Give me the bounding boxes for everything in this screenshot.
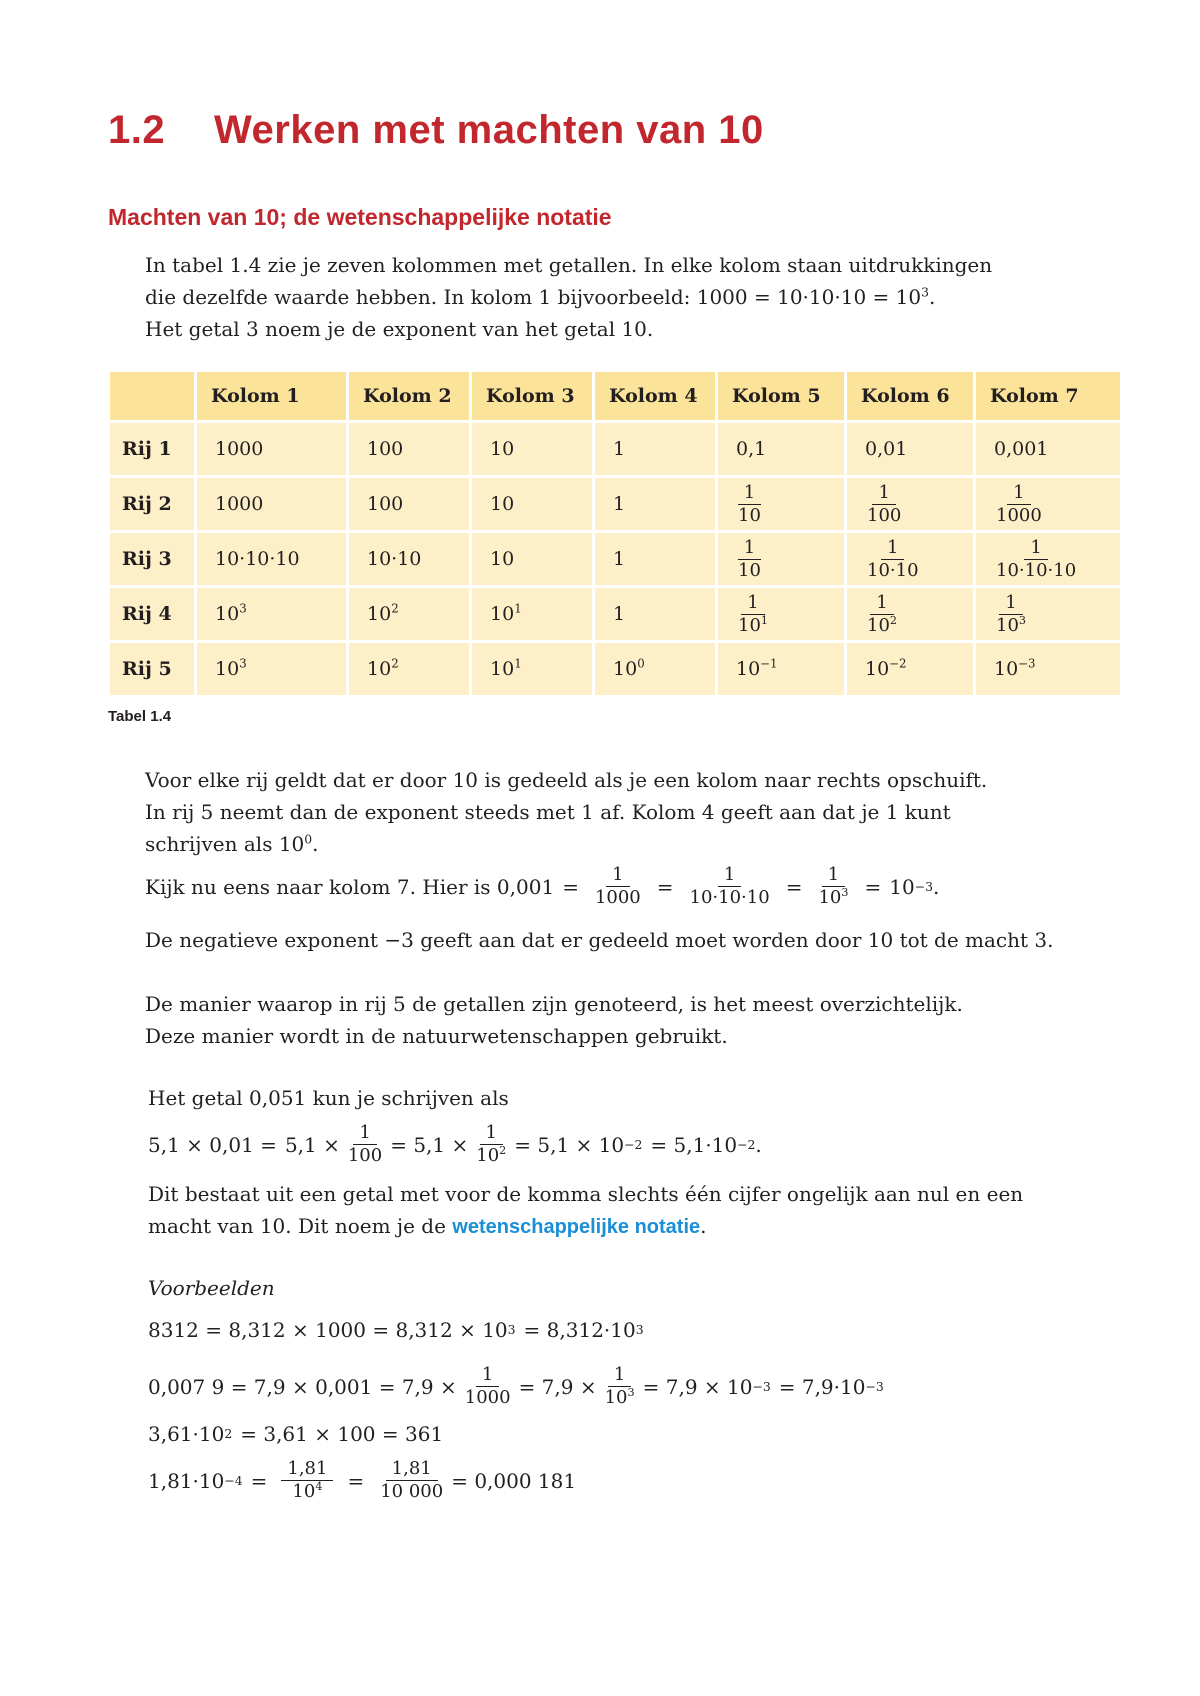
intro-line: In tabel 1.4 zie je zeven kolommen met getallen. In elke kolom staan uitdrukkingen [145,253,993,277]
intro-line: Het getal 3 noem je de exponent van het getal 10. [145,317,654,341]
table-cell: 100 [349,423,469,478]
fraction: $\frac{1}{10^2}$ [476,1122,507,1166]
intro-line: die dezelfde waarde hebben. In kolom 1 bijvoorbeeld: $1000 = 10\cdot 10\cdot 10 = 10^3$. [145,284,936,309]
paragraph-line: Voor elke rij geldt dat er door 10 is gedeeld als je een kolom naar rechts opschuift. [145,768,988,792]
example-1: 8312 = 8,312 × 1000 = 8,312 × 10 3 = 8,312·10 3 [148,1318,644,1342]
fraction: $\frac{1}{1000}$ [594,864,641,908]
table-cell [847,588,973,643]
fraction: $\frac{1}{10\cdot 10\cdot 10}$ [996,536,1077,581]
table-cell: $10^3$ [197,588,346,643]
table-row [110,643,1120,698]
fraction: $\frac{1}{100}$ [347,1122,383,1166]
fraction: $\frac{1}{10^3}$ [818,864,849,908]
table-cell: $10^{-1}$ [718,643,844,698]
table-cell [718,533,844,588]
table-cell: $10^0$ [595,643,715,698]
row-header: Rij 5 [110,643,194,698]
table-cell [976,533,1120,588]
fraction: $\frac{1}{10^2}$ [867,591,898,636]
table-cell: 1 [595,533,715,588]
paragraph-line: Deze manier wordt in de natuurwetenschappen gebruikt. [145,1024,728,1048]
table-row [110,533,1120,588]
table-cell: 10·10·10 [197,533,346,588]
column-header: Kolom 1 [197,372,346,423]
table-header-row [110,372,1120,423]
table-cell: $10^1$ [472,588,592,643]
table-cell: 1000 [197,478,346,533]
column-header: Kolom 4 [595,372,715,423]
example-4: 1,81·10 −4 = $\frac{1,81}{10^4}$ = $\frac{1,81}{10 000}$ = 0,000 181 [148,1458,577,1502]
row-header: Rij 2 [110,478,194,533]
section-number: 1.2 [108,108,166,152]
sci-equation: 5,1 × 0,01 = 5,1 × $\frac{1}{100}$ = 5,1 × $\frac{1}{10^2}$ = 5,1 × 10 −2 = 5,1·10 −2 . [148,1122,762,1166]
paragraph-line: macht van 10. Dit noem je de wetenschappelijke notatie. [148,1214,707,1238]
table-row [110,478,1120,533]
table-cell: $10^2$ [349,588,469,643]
fraction: $\frac{1}{10\cdot 10}$ [867,536,919,581]
notation-paragraph [145,988,963,1052]
table-cell: 10 [472,423,592,478]
kolom7-equation: Kijk nu eens naar kolom 7. Hier is 0,001 = $\frac{1}{1000}$ = $\frac{1}{10\cdot 10\cdot 10}$ = $\frac{1}{10^3}$ = 10 −3 . [145,864,940,908]
column-header: Kolom 7 [976,372,1120,423]
example-2: 0,007 9 = 7,9 × 0,001 = 7,9 × $\frac{1}{1000}$ = 7,9 × $\frac{1}{10^3}$ = 7,9 × 10 −3 = 7,9·10 −3 [148,1364,884,1408]
sci-definition [148,1178,1023,1243]
table-cell [976,588,1120,643]
paragraph-line: schrijven als $10^0$. [145,831,319,856]
fraction: $\frac{1}{1000}$ [464,1364,511,1408]
table-cell [847,478,973,533]
negative-exponent-line: De negatieve exponent −3 geeft aan dat er gedeeld moet worden door 10 tot de macht 3. [145,928,1054,952]
paragraph-line: De manier waarop in rij 5 de getallen zijn genoteerd, is het meest overzichtelijk. [145,992,963,1016]
section-heading: Werken met machten van 10 [214,108,764,152]
row-header: Rij 4 [110,588,194,643]
fraction: $\frac{1}{10\cdot 10\cdot 10}$ [689,864,770,908]
fraction: $\frac{1}{10^3}$ [996,591,1027,636]
row-header: Rij 1 [110,423,194,478]
division-paragraph [145,764,987,860]
powers-of-ten-table [107,372,1123,698]
table-cell: 1 [595,423,715,478]
fraction: $\frac{1}{10^1}$ [738,591,769,636]
table-cell: 0,01 [847,423,973,478]
table-cell: $10^{-3}$ [976,643,1120,698]
fraction: $\frac{1}{1000}$ [996,481,1042,526]
fraction: $\frac{1}{10}$ [738,536,761,581]
table-cell: 1 [595,478,715,533]
table-cell [976,478,1120,533]
fraction: $\frac{1}{100}$ [867,481,902,526]
table-cell: $10^2$ [349,643,469,698]
examples-label: Voorbeelden [148,1276,275,1300]
table-cell: $10^3$ [197,643,346,698]
table-cell: $10^1$ [472,643,592,698]
subheading: Machten van 10; de wetenschappelijke notatie [108,204,612,230]
table-cell: 0,1 [718,423,844,478]
table-cell: 0,001 [976,423,1120,478]
column-header: Kolom 3 [472,372,592,423]
example-3: 3,61·10 2 = 3,61 × 100 = 361 [148,1422,444,1446]
table-cell: 1 [595,588,715,643]
table-cell: 10 [472,478,592,533]
sci-intro: Het getal 0,051 kun je schrijven als [148,1086,509,1110]
section-title [108,108,764,153]
fraction: $\frac{1}{10^3}$ [604,1364,635,1408]
defined-term: wetenschappelijke notatie [452,1216,701,1238]
table-cell [718,588,844,643]
column-header: Kolom 2 [349,372,469,423]
table-row [110,423,1120,478]
column-header: Kolom 5 [718,372,844,423]
paragraph-line: Dit bestaat uit een getal met voor de komma slechts één cijfer ongelijk aan nul en een [148,1182,1024,1206]
table-cell: 10 [472,533,592,588]
fraction: $\frac{1}{10}$ [738,481,761,526]
table-caption: Tabel 1.4 [108,708,172,725]
row-header: Rij 3 [110,533,194,588]
table-cell [718,478,844,533]
table-cell [847,533,973,588]
table-cell: 10·10 [349,533,469,588]
column-header: Kolom 6 [847,372,973,423]
fraction: $\frac{1,81}{10^4}$ [281,1458,333,1503]
table-cell: 100 [349,478,469,533]
table-row [110,588,1120,643]
table-cell: $10^{-2}$ [847,643,973,698]
intro-paragraph [145,249,992,345]
fraction: $\frac{1,81}{10 000}$ [380,1458,444,1502]
table-cell: 1000 [197,423,346,478]
paragraph-line: In rij 5 neemt dan de exponent steeds met 1 af. Kolom 4 geeft aan dat je 1 kunt [145,800,951,824]
table-corner-cell [110,372,194,423]
